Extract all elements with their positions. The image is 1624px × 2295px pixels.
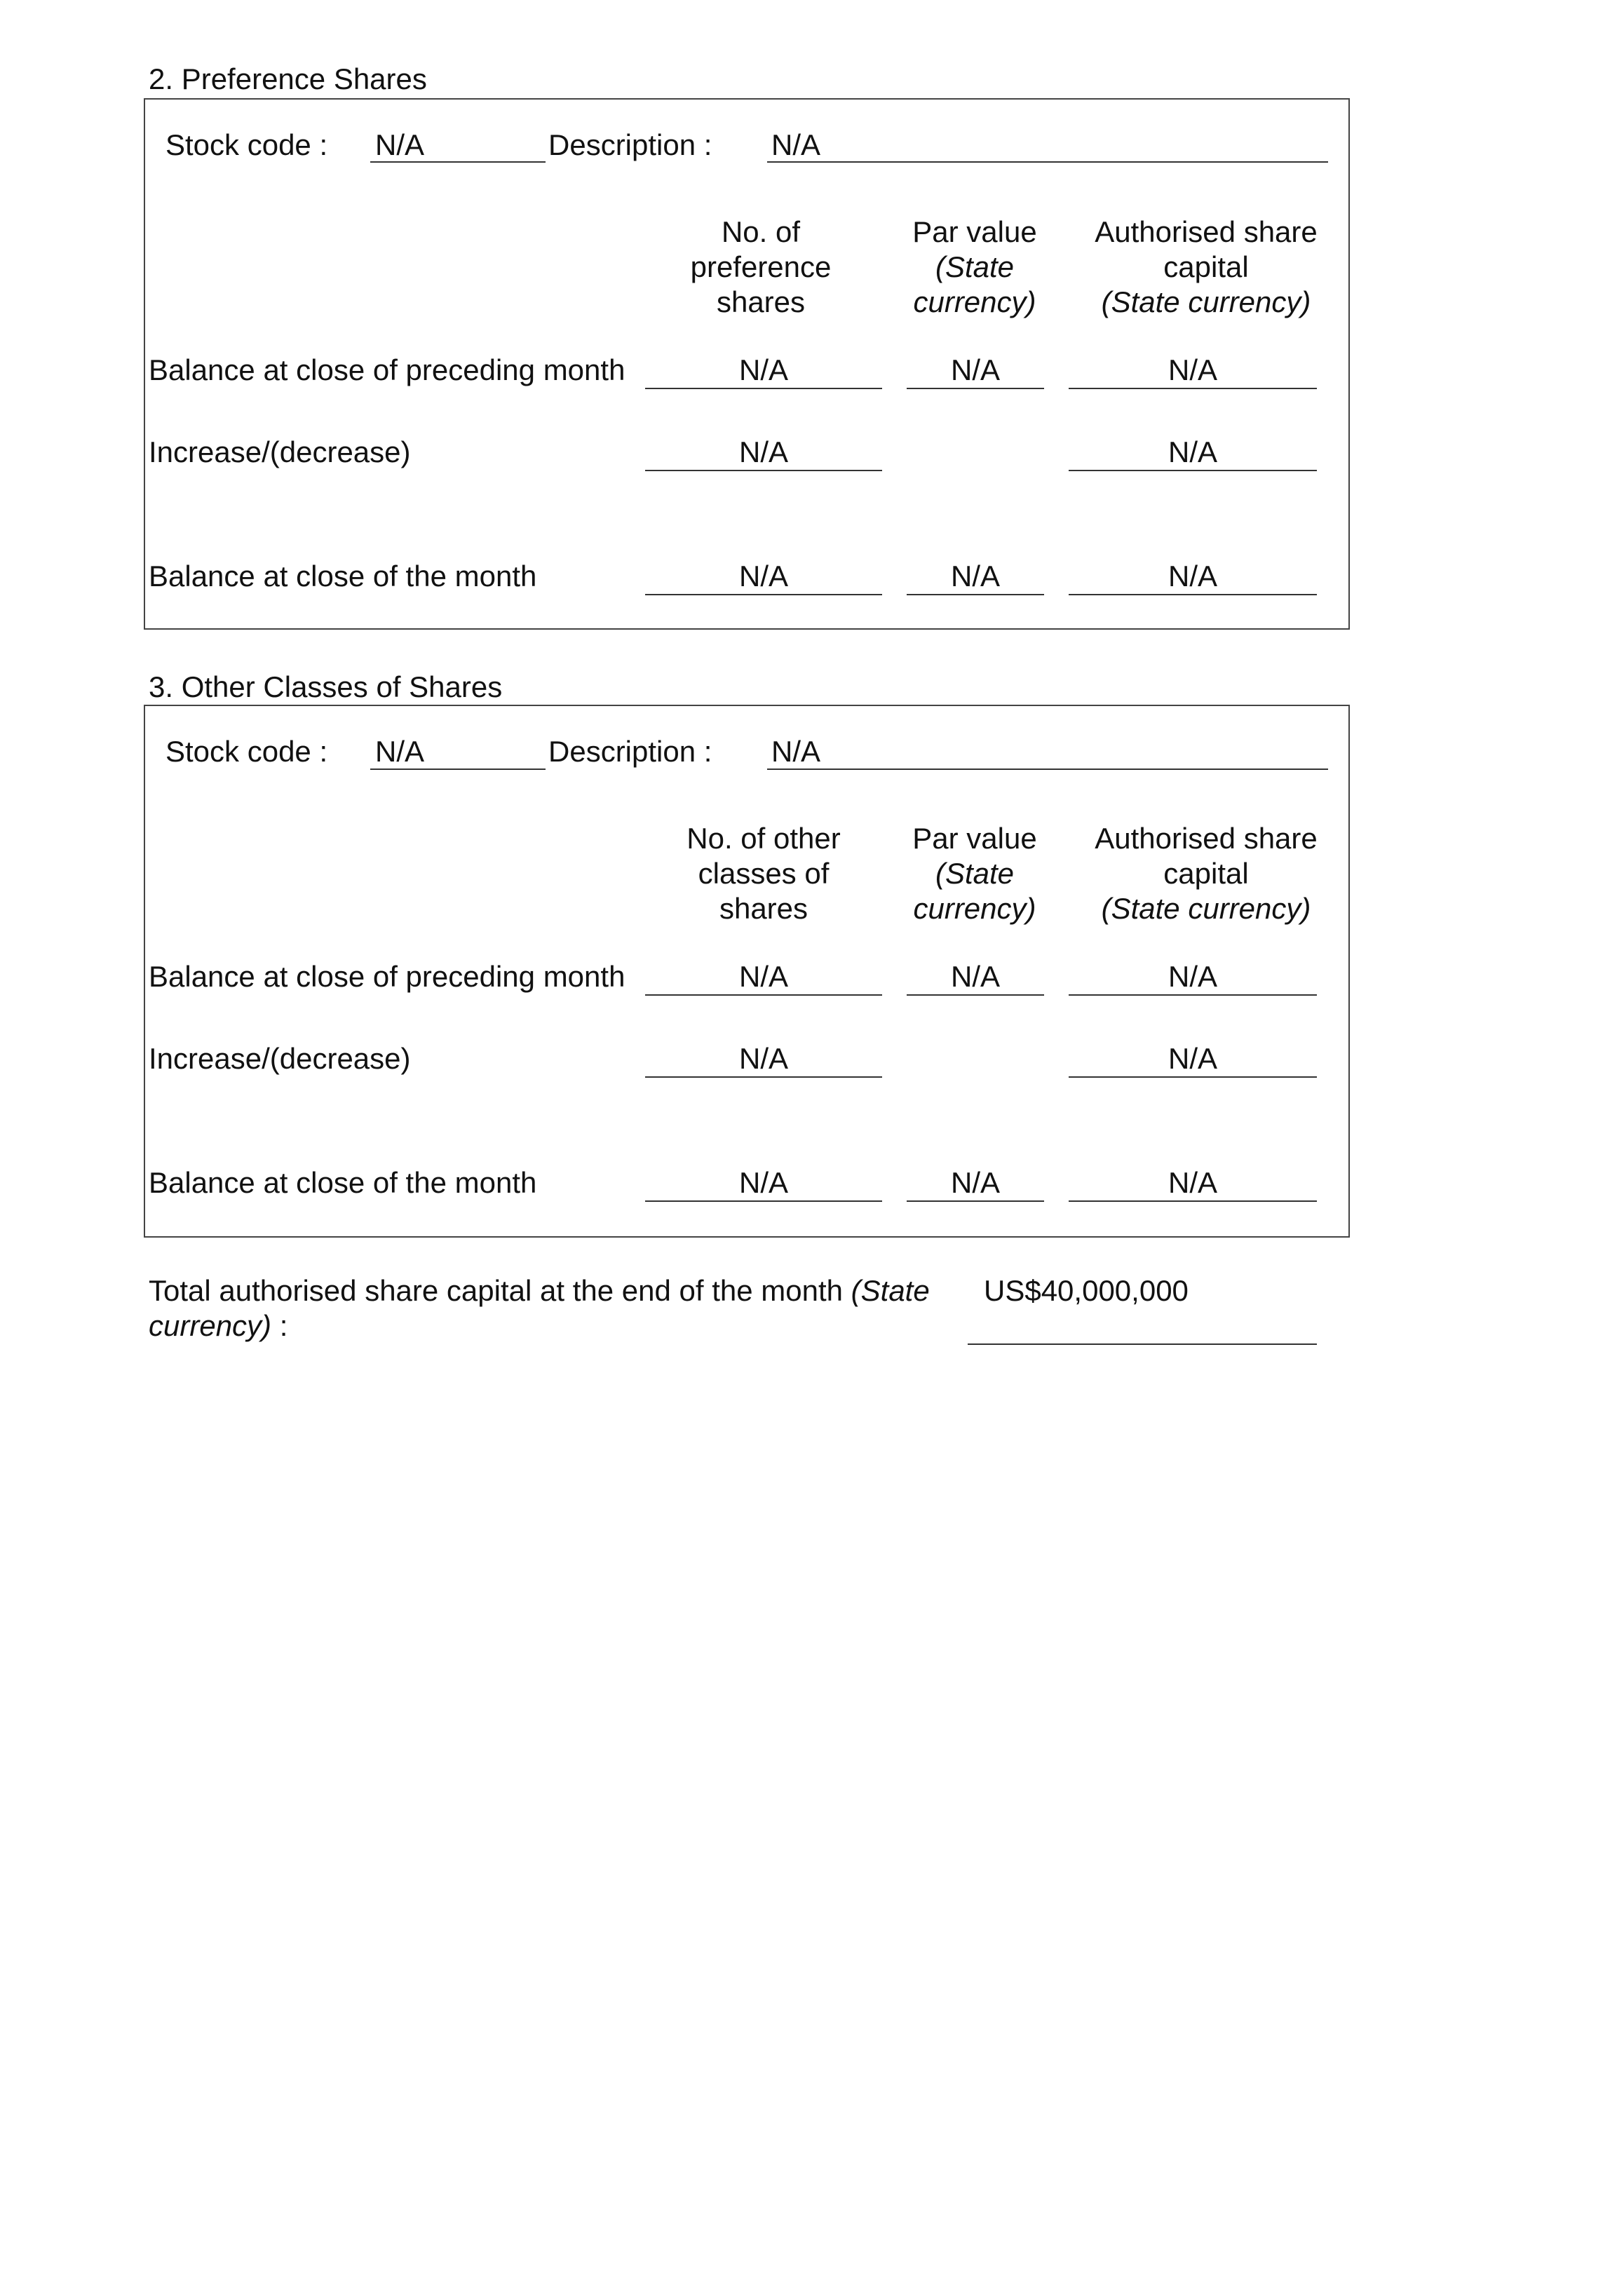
cell-underline xyxy=(1069,388,1317,389)
total-authorised-capital-value: US$40,000,000 xyxy=(984,1274,1189,1307)
header-line: No. of xyxy=(721,215,801,248)
column-header-no-of-shares xyxy=(645,215,877,320)
total-label-text: : xyxy=(271,1309,288,1342)
stock-code-label: Stock code : xyxy=(165,735,328,768)
cell-shares: N/A xyxy=(738,1042,788,1075)
column-header-par-value xyxy=(887,215,1062,320)
description-label: Description : xyxy=(548,128,712,161)
cell-underline xyxy=(1069,1200,1317,1202)
cell-authorised-capital: N/A xyxy=(1168,435,1217,468)
row-label-close-of-month: Balance at close of the month xyxy=(149,1166,537,1199)
column-header-authorised-capital xyxy=(1073,215,1339,320)
header-line: (State currency) xyxy=(1101,285,1311,318)
cell-par-value: N/A xyxy=(950,960,1000,993)
cell-authorised-capital: N/A xyxy=(1168,353,1217,386)
cell-shares: N/A xyxy=(738,435,788,468)
header-line: Authorised share xyxy=(1095,822,1318,855)
header-line: No. of other xyxy=(686,822,841,855)
header-line: (State xyxy=(935,250,1015,283)
cell-underline xyxy=(1069,1076,1317,1078)
section-title-other-classes: 3. Other Classes of Shares xyxy=(149,670,503,703)
total-label-italic: currency) xyxy=(149,1309,272,1342)
cell-shares: N/A xyxy=(738,560,788,593)
header-line: capital xyxy=(1163,857,1249,890)
header-line: preference xyxy=(690,250,832,283)
cell-shares: N/A xyxy=(738,353,788,386)
header-line: currency) xyxy=(913,892,1036,925)
description-value: N/A xyxy=(771,128,821,161)
cell-underline xyxy=(1069,994,1317,996)
total-label-text: Total authorised share capital at the end of the month xyxy=(149,1274,851,1307)
cell-underline xyxy=(1069,594,1317,595)
cell-underline xyxy=(645,1200,882,1202)
stock-code-underline xyxy=(370,769,546,770)
header-line: Par value xyxy=(912,822,1037,855)
cell-underline xyxy=(645,388,882,389)
cell-par-value: N/A xyxy=(950,353,1000,386)
total-underline xyxy=(968,1343,1317,1345)
stock-code-value: N/A xyxy=(375,128,425,161)
header-line: (State currency) xyxy=(1101,892,1311,925)
cell-underline xyxy=(907,388,1044,389)
total-label-italic: (State xyxy=(851,1274,930,1307)
column-header-authorised-capital xyxy=(1073,821,1339,926)
cell-underline xyxy=(645,594,882,595)
cell-underline xyxy=(645,1076,882,1078)
header-line: Par value xyxy=(912,215,1037,248)
total-label-line1 xyxy=(149,1273,930,1308)
cell-underline xyxy=(645,470,882,471)
stock-code-underline xyxy=(370,161,546,163)
row-label-increase-decrease: Increase/(decrease) xyxy=(149,435,411,468)
cell-underline xyxy=(907,594,1044,595)
header-line: (State xyxy=(935,857,1015,890)
cell-authorised-capital: N/A xyxy=(1168,560,1217,593)
stock-code-label: Stock code : xyxy=(165,128,328,161)
cell-shares: N/A xyxy=(738,960,788,993)
cell-par-value: N/A xyxy=(950,1166,1000,1199)
header-line: capital xyxy=(1163,250,1249,283)
header-line: classes of xyxy=(698,857,830,890)
column-header-no-of-shares xyxy=(645,821,882,926)
cell-underline xyxy=(907,1200,1044,1202)
row-label-increase-decrease: Increase/(decrease) xyxy=(149,1042,411,1075)
cell-authorised-capital: N/A xyxy=(1168,960,1217,993)
description-label: Description : xyxy=(548,735,712,768)
stock-code-value: N/A xyxy=(375,735,425,768)
cell-authorised-capital: N/A xyxy=(1168,1166,1217,1199)
cell-underline xyxy=(907,994,1044,996)
header-line: shares xyxy=(719,892,808,925)
header-line: shares xyxy=(716,285,806,318)
cell-underline xyxy=(645,994,882,996)
description-underline xyxy=(767,769,1328,770)
description-underline xyxy=(767,161,1328,163)
total-label-line2 xyxy=(149,1308,287,1343)
header-line: Authorised share xyxy=(1095,215,1318,248)
cell-authorised-capital: N/A xyxy=(1168,1042,1217,1075)
header-line: currency) xyxy=(913,285,1036,318)
cell-shares: N/A xyxy=(738,1166,788,1199)
row-label-preceding-month: Balance at close of preceding month xyxy=(149,353,625,386)
row-label-close-of-month: Balance at close of the month xyxy=(149,560,537,593)
cell-underline xyxy=(1069,470,1317,471)
column-header-par-value xyxy=(887,821,1062,926)
section-title-preference: 2. Preference Shares xyxy=(149,62,427,95)
cell-par-value: N/A xyxy=(950,560,1000,593)
row-label-preceding-month: Balance at close of preceding month xyxy=(149,960,625,993)
description-value: N/A xyxy=(771,735,821,768)
